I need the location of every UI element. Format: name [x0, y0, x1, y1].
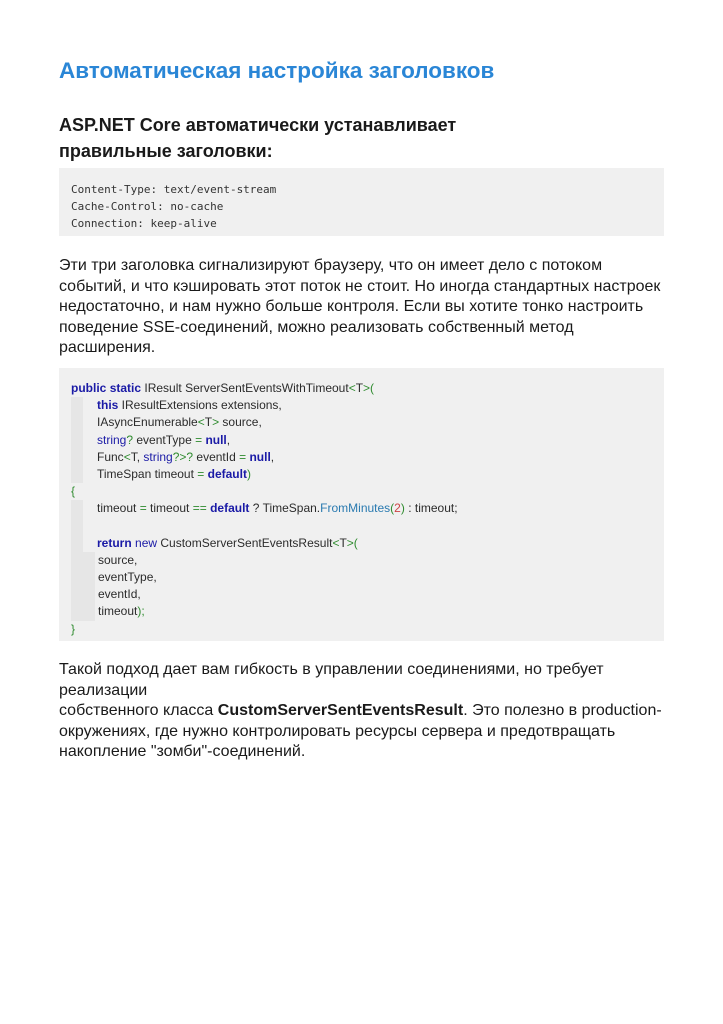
- code-line-connection: Connection: keep-alive: [71, 217, 217, 230]
- code-line-cache-control: Cache-Control: no-cache: [71, 200, 224, 213]
- code-line-arg-event-type: eventType,: [71, 569, 664, 586]
- paragraph-approach-summary: [59, 660, 664, 763]
- summary-part-2: собственного класса: [59, 702, 218, 719]
- code-line-blank: [71, 518, 664, 535]
- paragraph-headers-explanation: Эти три заголовка сигнализируют браузеру, что он имеет дело с потоком событий, и что кэшировать этот поток не стоит. Но иногда стандартных настроек недостаточно, и нам нужно больше контроля. Если вы хотите тонко настроить поведение SSE-соединений, можно реализовать собственный метод расширения.: [59, 257, 661, 356]
- summary-part-1: Такой подход дает вам гибкость в управлении соединениями, но требует реализации: [59, 661, 604, 699]
- section-subtitle: ASP.NET Core автоматически устанавливает правильные заголовки:: [59, 115, 457, 161]
- code-line-open-brace: {: [71, 484, 76, 499]
- code-line-arg-event-id: eventId,: [71, 586, 664, 603]
- code-line-arg-source: source,: [71, 552, 664, 569]
- code-line-param-source: IAsyncEnumerable<T> source,: [71, 414, 664, 431]
- code-line-param-event-id: Func<T, string?>? eventId = null,: [71, 449, 664, 466]
- code-line-timeout-assign: timeout = timeout == default ? TimeSpan.FromMinutes(2) : timeout;: [71, 500, 664, 517]
- code-line-signature: public static IResult ServerSentEventsWithTimeout<T>(: [71, 381, 375, 395]
- class-name-highlight: CustomServerSentEventsResult: [217, 702, 464, 719]
- code-line-param-extensions: this IResultExtensions extensions,: [71, 397, 664, 414]
- code-line-arg-timeout: timeout);: [71, 603, 664, 620]
- extension-method-code-block: [59, 368, 664, 641]
- code-line-param-event-type: string? eventType = null,: [71, 432, 664, 449]
- code-line-param-timeout: TimeSpan timeout = default): [71, 466, 664, 483]
- summary-part-3: . Это полезно в production-окружениях, где нужно контролировать ресурсы сервера и предотвращать накопление "зомби"-соединений.: [59, 702, 662, 760]
- code-line-content-type: Content-Type: text/event-stream: [71, 183, 277, 196]
- headers-code-block: [59, 168, 664, 236]
- code-line-return: return new CustomServerSentEventsResult<T>(: [71, 535, 664, 552]
- page-title: Автоматическая настройка заголовков: [59, 58, 495, 83]
- code-line-close-brace: }: [71, 621, 76, 636]
